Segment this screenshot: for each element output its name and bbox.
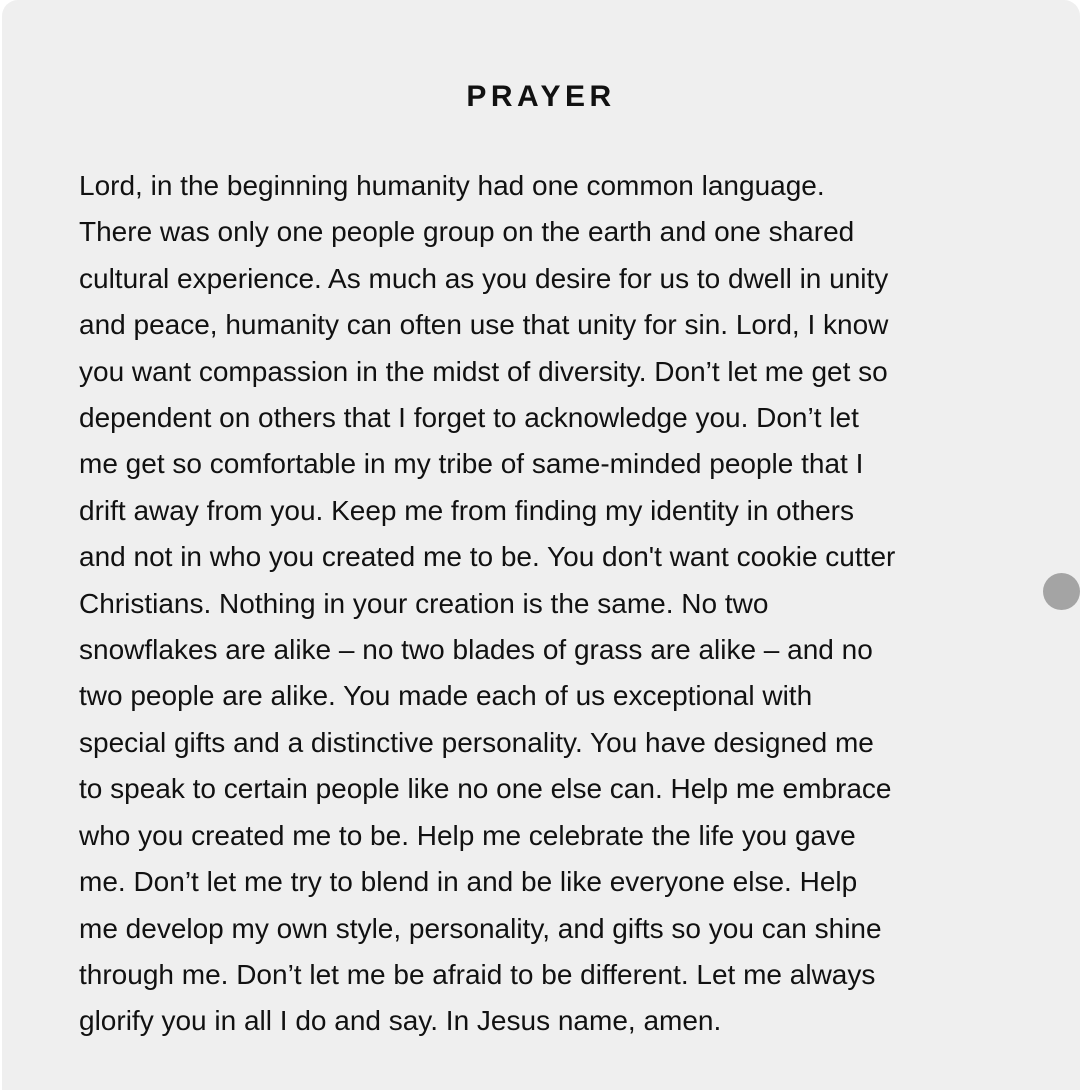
prayer-line: and not in who you created me to be. You don't want cookie cutter [79,541,896,573]
prayer-line: to speak to certain people like no one else can. Help me embrace [79,773,892,805]
prayer-line: me. Don’t let me try to blend in and be like everyone else. Help [79,866,858,898]
prayer-line: me develop my own style, personality, and gifts so you can shine [79,912,882,944]
prayer-line: dependent on others that I forget to acknowledge you. Don’t let [79,402,859,434]
page-title: PRAYER [466,80,616,113]
prayer-line: Christians. Nothing in your creation is the same. No two [79,587,769,619]
prayer-line: special gifts and a distinctive personality. You have designed me [79,726,874,758]
prayer-card [2,0,1080,1090]
prayer-line: glorify you in all I do and say. In Jesus name, amen. [79,1005,722,1037]
prayer-line: two people are alike. You made each of us exceptional with [79,680,813,712]
prayer-line: who you created me to be. Help me celebrate the life you gave [79,819,856,851]
prayer-line: cultural experience. As much as you desire for us to dwell in unity [79,262,889,294]
prayer-line: drift away from you. Keep me from finding my identity in others [79,494,854,526]
prayer-line: and peace, humanity can often use that unity for sin. Lord, I know [79,309,889,341]
prayer-line: you want compassion in the midst of diversity. Don’t let me get so [79,355,888,387]
prayer-line: Lord, in the beginning humanity had one common language. [79,170,825,201]
prayer-line: snowflakes are alike – no two blades of grass are alike – and no [79,634,873,666]
prayer-line: There was only one people group on the earth and one shared [79,216,855,248]
prayer-line: through me. Don’t let me be afraid to be different. Let me always [79,958,876,990]
scroll-indicator[interactable] [1043,573,1080,610]
prayer-line: me get so comfortable in my tribe of same-minded people that I [79,448,864,480]
prayer-text [79,163,1039,1045]
